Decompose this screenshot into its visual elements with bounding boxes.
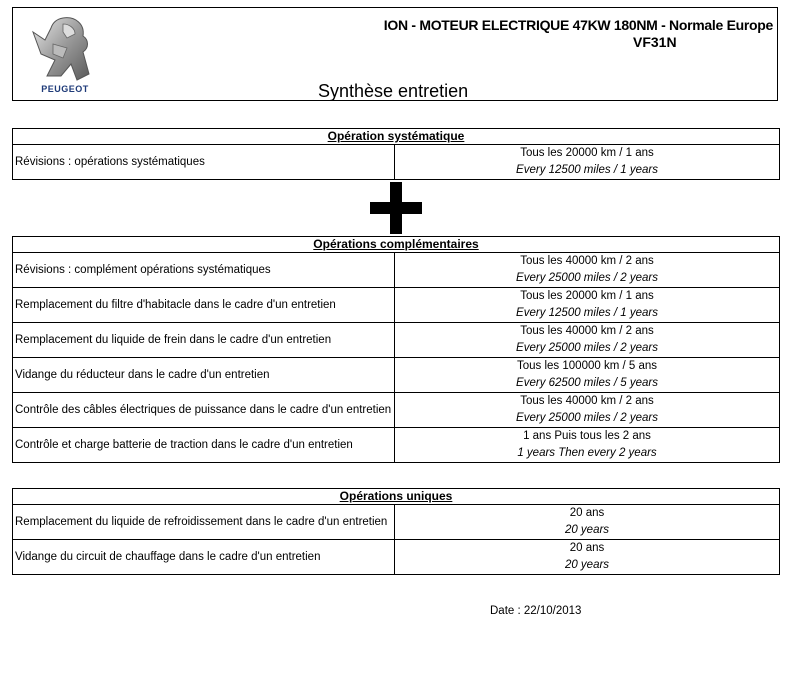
interval-km: Tous les 40000 km / 2 ans — [520, 325, 654, 337]
interval-cell — [395, 253, 779, 287]
vehicle-description: ION - MOTEUR ELECTRIQUE 47KW 180NM - Normale Europe — [383, 17, 773, 33]
document-date: Date : 22/10/2013 — [490, 605, 582, 617]
interval-cell — [395, 358, 779, 392]
section-heading: Opérations uniques — [13, 489, 779, 505]
table-row — [13, 288, 779, 323]
operation-label: Contrôle des câbles électriques de puissance dans le cadre d'un entretien — [13, 393, 395, 427]
operation-label: Vidange du circuit de chauffage dans le cadre d'un entretien — [13, 540, 395, 574]
interval-km: 20 ans — [569, 542, 605, 554]
table-row — [13, 540, 779, 574]
table-row — [13, 393, 779, 428]
interval-cell — [395, 288, 779, 322]
interval-km: Tous les 40000 km / 2 ans — [520, 395, 654, 407]
interval-miles: Every 12500 miles / 1 years — [516, 307, 658, 319]
section-heading: Opération systématique — [13, 129, 779, 145]
interval-miles: Every 25000 miles / 2 years — [516, 342, 658, 354]
table-row — [13, 505, 779, 540]
interval-cell — [395, 505, 779, 539]
interval-cell — [395, 428, 779, 462]
interval-miles: 1 years Then every 2 years — [517, 447, 657, 459]
operation-label: Remplacement du liquide de refroidissement dans le cadre d'un entretien — [13, 505, 395, 539]
interval-km: 1 ans Puis tous les 2 ans — [523, 430, 651, 442]
section-heading: Opérations complémentaires — [13, 237, 779, 253]
document-header — [12, 7, 778, 101]
page-title: Synthèse entretien — [318, 81, 469, 101]
interval-miles: Every 62500 miles / 5 years — [516, 377, 658, 389]
section-operation-systematique — [12, 128, 780, 180]
interval-km: Tous les 40000 km / 2 ans — [520, 255, 654, 267]
operation-label: Révisions : opérations systématiques — [13, 145, 395, 179]
interval-miles: 20 years — [564, 524, 610, 536]
section-operations-complementaires — [12, 236, 780, 463]
section-operations-uniques — [12, 488, 780, 575]
interval-km: Tous les 20000 km / 1 ans — [520, 147, 654, 159]
vin-code: VF31N — [633, 34, 677, 50]
operation-label: Remplacement du liquide de frein dans le cadre d'un entretien — [13, 323, 395, 357]
table-row — [13, 428, 779, 462]
brand-wordmark: PEUGEOT — [41, 84, 89, 94]
table-row — [13, 358, 779, 393]
peugeot-lion-logo — [23, 14, 107, 98]
interval-miles: Every 25000 miles / 2 years — [516, 272, 658, 284]
interval-km: Tous les 100000 km / 5 ans — [517, 360, 657, 372]
interval-cell — [395, 540, 779, 574]
interval-km: 20 ans — [569, 507, 605, 519]
operation-label: Révisions : complément opérations systématiques — [13, 253, 395, 287]
lion-icon — [23, 14, 107, 84]
operation-label: Remplacement du filtre d'habitacle dans le cadre d'un entretien — [13, 288, 395, 322]
table-row — [13, 323, 779, 358]
interval-miles: Every 12500 miles / 1 years — [516, 164, 658, 176]
interval-miles: Every 25000 miles / 2 years — [516, 412, 658, 424]
table-row — [13, 253, 779, 288]
interval-km: Tous les 20000 km / 1 ans — [520, 290, 654, 302]
table-row — [13, 145, 779, 179]
interval-cell — [395, 145, 779, 179]
interval-cell — [395, 393, 779, 427]
operation-label: Vidange du réducteur dans le cadre d'un entretien — [13, 358, 395, 392]
interval-cell — [395, 323, 779, 357]
operation-label: Contrôle et charge batterie de traction dans le cadre d'un entretien — [13, 428, 395, 462]
plus-icon — [370, 182, 422, 234]
interval-miles: 20 years — [564, 559, 610, 571]
